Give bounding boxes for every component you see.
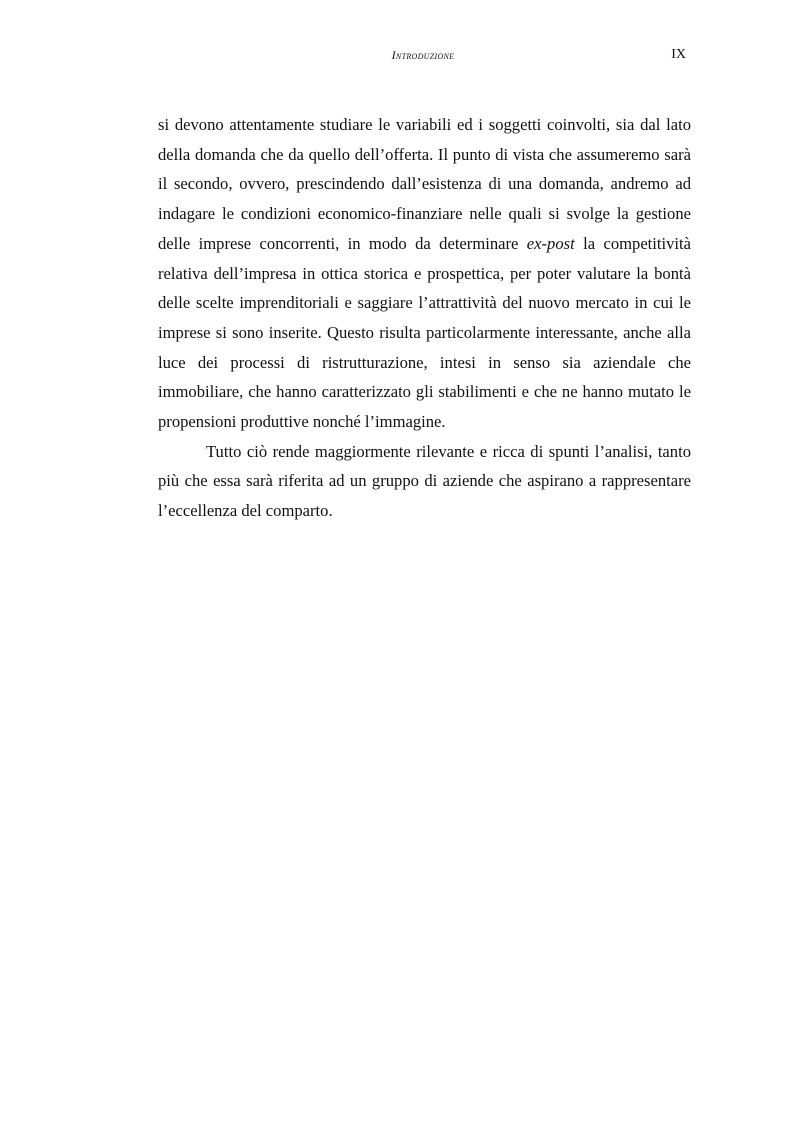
body-text xyxy=(158,110,691,526)
header-title: Introduzione xyxy=(391,48,455,62)
paragraph-1-text-end: la competitività relativa dell’impresa in ottica storica e prospettica, per poter valutare la bontà delle scelte imprenditoriali e saggiare l’attrattività del nuovo mercato in cui le imprese si sono inserite. Questo risulta particolarmente interessante, anche alla luce dei processi di ristrutturazione, intesi in senso sia aziendale che immobiliare, che hanno caratterizzato gli stabilimenti e che ne hanno mutato le propensioni produttive nonché l’immagine. xyxy=(158,233,692,432)
paragraph-2: Tutto ciò rende maggiormente rilevante e ricca di spunti l’analisi, tanto più che essa sarà riferita ad un gruppo di aziende che aspirano a rappresentare l’eccellenza del comparto. xyxy=(158,441,691,521)
page-number: IX xyxy=(671,47,686,62)
paragraph-1 xyxy=(158,110,691,437)
running-header xyxy=(158,48,688,68)
emphasis-ex-post: ex-post xyxy=(526,233,575,253)
paragraph-1-text-start: si devono attentamente studiare le variabili ed i soggetti coinvolti, sia dal lato della domanda che da quello dell’offerta. Il punto di vista che assumeremo sarà il secondo, ovvero, prescindendo dall’esistenza di una domanda, andremo ad indagare le condizioni economico-finanziare nelle quali si svolge la gestione delle imprese concorrenti, in modo da determinare xyxy=(158,115,691,253)
